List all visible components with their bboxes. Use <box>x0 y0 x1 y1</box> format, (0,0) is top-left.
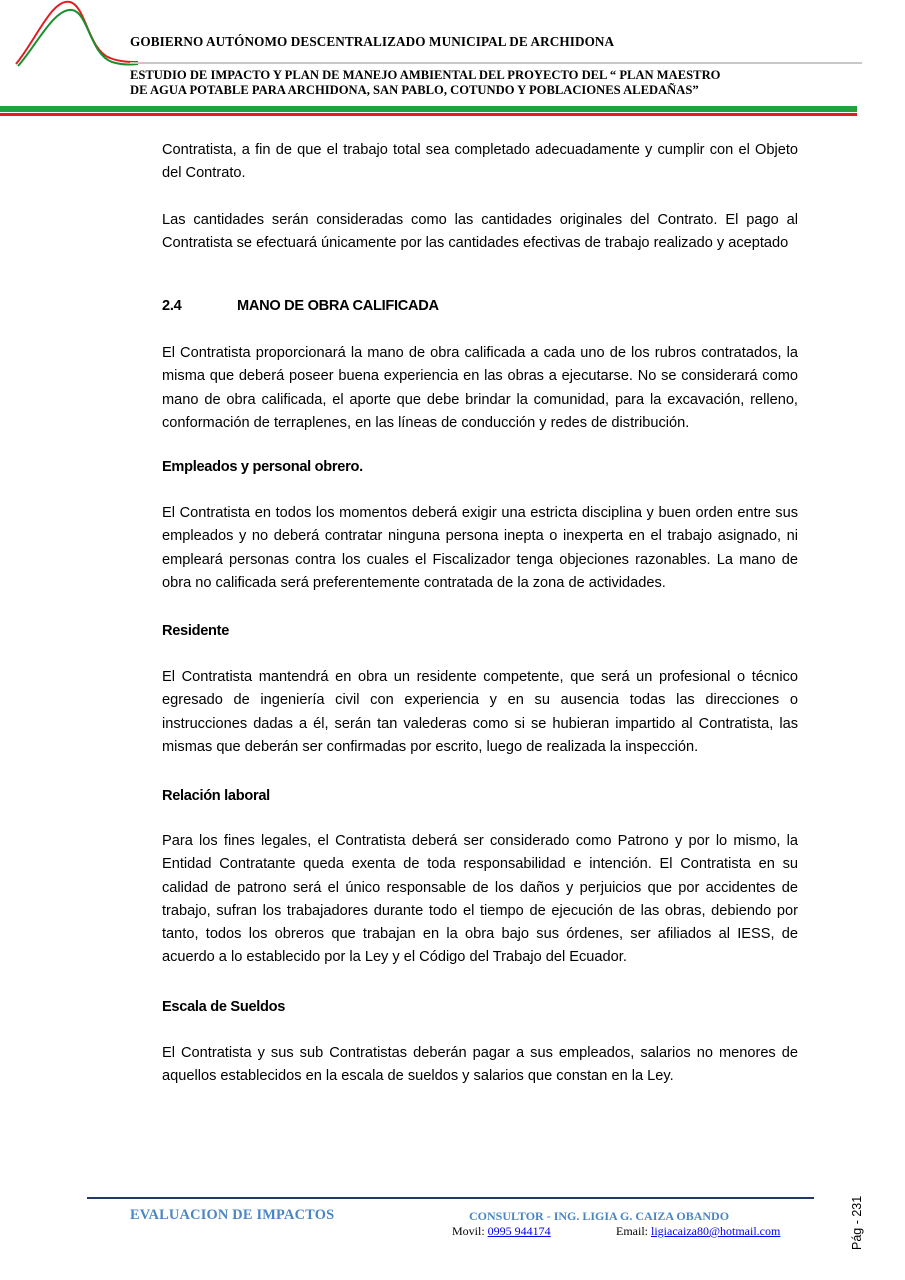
paragraph-skilled-labor: El Contratista proporcionará la mano de obra calificada a cada uno de los rubros contratados, la misma que deberá poseer buena experiencia en las obras a ejecutarse. No se considerará como mano de obra calificada, el aporte que debe brindar la comunidad, para la excavación, relleno, conformación de terraplenes, en las líneas de conducción y redes de distribución. <box>162 345 798 431</box>
footer-section-label: EVALUACION DE IMPACTOS <box>130 1207 335 1223</box>
email-link[interactable]: ligiacaiza80@hotmail.com <box>651 1224 781 1238</box>
footer-email <box>616 1224 780 1239</box>
phone-label: Movil: <box>452 1224 485 1238</box>
phone-link[interactable]: 0995 944174 <box>487 1224 551 1238</box>
paragraph-salary-scale: El Contratista y sus sub Contratistas deberán pagar a sus empleados, salarios no menores de aquellos establecidos en la escala de sueldos y salarios que constan en la Ley. <box>162 1045 798 1085</box>
heading-salary-scale: Escala de Sueldos <box>162 999 286 1015</box>
wave-logo-icon <box>14 0 139 70</box>
footer-divider <box>87 1197 814 1199</box>
header-band-green <box>0 106 857 112</box>
footer-phone <box>452 1224 551 1239</box>
heading-employees: Empleados y personal obrero. <box>162 459 363 475</box>
section-title: MANO DE OBRA CALIFICADA <box>237 298 439 314</box>
paragraph-labor-relation: Para los fines legales, el Contratista deberá ser considerado como Patrono y por lo mismo, la Entidad Contratante queda exenta de toda responsabilidad e intención. El Contratista en su calidad de patrono será el único responsable de los daños y perjuicios que por accidentes de trabajo, sufran los trabajadores durante todo el tiempo de ejecución de las obras, debiendo por tanto, todos los obreros que trabajan en la obra bajo sus órdenes, ser afiliados al IESS, de acuerdo a lo establecido por la Ley y el Código del Trabajo del Ecuador. <box>162 833 798 966</box>
heading-labor-relation: Relación laboral <box>162 788 270 804</box>
section-number: 2.4 <box>162 298 182 314</box>
study-title-line-2: DE AGUA POTABLE PARA ARCHIDONA, SAN PABLO, COTUNDO Y POBLACIONES ALEDAÑAS” <box>130 82 699 97</box>
header-band-red <box>0 113 857 116</box>
footer-consultant: CONSULTOR - ING. LIGIA G. CAIZA OBANDO <box>469 1209 730 1223</box>
header-divider <box>130 62 862 64</box>
paragraph-quantities: Las cantidades serán consideradas como las cantidades originales del Contrato. El pago al Contratista se efectuará únicamente por las cantidades efectivas de trabajo realizado y aceptado <box>162 212 798 252</box>
paragraph-employees: El Contratista en todos los momentos deberá exigir una estricta disciplina y buen orden entre sus empleados y no deberá contratar ninguna persona inepta o inexperta en el trabajo asignado, ni empleará personas contra los cuales el Fiscalizador tenga objeciones razonables. La mano de obra no calificada será preferentemente contratada de la zona de actividades. <box>162 505 798 591</box>
study-title <box>130 68 830 97</box>
page-number: Pág - 231 <box>850 1195 864 1250</box>
study-title-line-1: ESTUDIO DE IMPACTO Y PLAN DE MANEJO AMBIENTAL DEL PROYECTO DEL “ PLAN MAESTRO <box>130 68 721 82</box>
paragraph-contract-object: Contratista, a fin de que el trabajo total sea completado adecuadamente y cumplir con el Objeto del Contrato. <box>162 142 798 182</box>
organization-title: GOBIERNO AUTÓNOMO DESCENTRALIZADO MUNICIPAL DE ARCHIDONA <box>130 34 615 49</box>
paragraph-resident: El Contratista mantendrá en obra un residente competente, que será un profesional o técnico egresado de ingeniería civil con experiencia y en su ausencia todas las direcciones o instrucciones dadas a él, serán tan valederas como si se hubieran impartido al Contratista, las mismas que deberán ser confirmadas por escrito, luego de realizada la inspección. <box>162 669 798 755</box>
heading-resident: Residente <box>162 623 230 639</box>
email-label: Email: <box>616 1224 648 1238</box>
